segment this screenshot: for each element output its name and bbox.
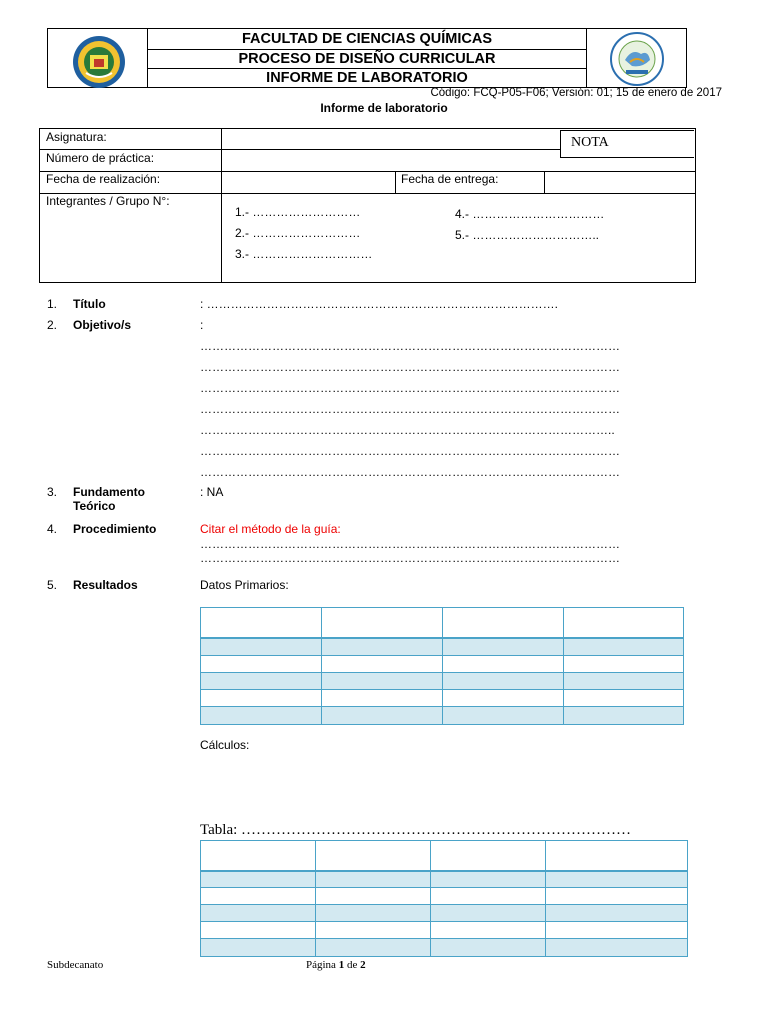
primary-data-table-cell	[442, 638, 564, 656]
results-table-cell	[200, 887, 316, 905]
primary-data-table-cell	[563, 672, 684, 690]
results-table-cell	[200, 904, 316, 922]
document-code: Código: FCQ-P05-F06; Versión: 01; 15 de enero de 2017	[430, 87, 722, 99]
results-table-cell	[430, 938, 546, 957]
member-2: 2.- ………………………	[235, 226, 361, 240]
results-table-cell	[430, 921, 546, 939]
objective-line-7: ……………………………………………………………………………………………	[200, 465, 620, 479]
primary-data-table-cell	[200, 607, 322, 639]
primary-data-table-cell	[442, 689, 564, 707]
document-subtitle: Informe de laboratorio	[320, 101, 448, 115]
objective-value: :	[200, 318, 204, 332]
section-2-label: Objetivo/s	[73, 318, 132, 332]
footer-department: Subdecanato	[47, 959, 104, 971]
member-3: 3.- …………………………	[235, 247, 373, 261]
info-table	[39, 128, 696, 283]
primary-data-table-cell	[200, 672, 322, 690]
results-table-cell	[545, 904, 688, 922]
results-table-cell	[545, 921, 688, 939]
page-mid: de	[344, 959, 361, 971]
primary-data-table-cell	[321, 655, 443, 673]
results-table-cell	[545, 871, 688, 888]
objective-line-2: ……………………………………………………………………………………………	[200, 360, 620, 374]
procedure-line-1: ……………………………………………………………………………………………	[200, 537, 620, 551]
results-table-cell	[200, 921, 316, 939]
faculty-title: FACULTAD DE CIENCIAS QUÍMICAS	[242, 31, 492, 47]
results-table-cell	[315, 904, 431, 922]
results-table-cell	[430, 904, 546, 922]
results-table-cell	[200, 938, 316, 957]
grade-label: NOTA	[571, 135, 609, 150]
objective-line-4: ……………………………………………………………………………………………	[200, 402, 620, 416]
header-box	[47, 28, 687, 88]
page-number: 1	[338, 959, 345, 971]
primary-data-table	[200, 607, 684, 726]
page-indicator	[306, 959, 366, 971]
theory-value: : NA	[200, 485, 224, 499]
process-title: PROCESO DE DISEÑO CURRICULAR	[238, 51, 496, 67]
primary-data-table-cell	[200, 689, 322, 707]
members-label: Integrantes / Grupo N°:	[46, 194, 170, 208]
primary-data-table-cell	[563, 638, 684, 656]
date-performed-label: Fecha de realización:	[46, 172, 161, 186]
practice-number-label: Número de práctica:	[46, 151, 155, 165]
member-5: 5.- …………………………..	[455, 228, 600, 242]
primary-data-table-cell	[200, 638, 322, 656]
results-table-cell	[430, 887, 546, 905]
results-table-cell	[430, 840, 546, 872]
primary-data-table-cell	[321, 607, 443, 639]
results-table-cell	[315, 921, 431, 939]
table-caption: Tabla: ……………………………………………………………………	[200, 822, 632, 838]
member-1: 1.- ………………………	[235, 205, 361, 219]
primary-data-table-cell	[321, 689, 443, 707]
primary-data-table-cell	[442, 655, 564, 673]
page-total: 2	[360, 959, 366, 971]
results-table-cell	[200, 871, 316, 888]
section-5-number: 5.	[47, 578, 58, 592]
calculations-label: Cálculos:	[200, 738, 250, 752]
section-3-label-a: Fundamento	[73, 485, 145, 499]
procedure-instruction: Citar el método de la guía:	[200, 522, 341, 536]
page-prefix: Página	[306, 959, 339, 971]
primary-data-table-cell	[563, 706, 684, 725]
section-5-label: Resultados	[73, 578, 138, 592]
report-title: INFORME DE LABORATORIO	[266, 70, 468, 86]
primary-data-table-cell	[200, 655, 322, 673]
title-value: : …………………………………………………………………………….	[200, 297, 559, 311]
results-table-cell	[315, 840, 431, 872]
section-2-number: 2.	[47, 318, 58, 332]
primary-data-table-cell	[321, 638, 443, 656]
primary-data-table-cell	[200, 706, 322, 725]
objective-line-6: ……………………………………………………………………………………………	[200, 444, 620, 458]
results-table-cell	[545, 887, 688, 905]
results-table-cell	[315, 887, 431, 905]
section-1-label: Título	[73, 297, 106, 311]
results-table-cell	[545, 840, 688, 872]
primary-data-table-cell	[563, 655, 684, 673]
results-table-cell	[545, 938, 688, 957]
results-table-cell	[430, 871, 546, 888]
objective-line-1: ……………………………………………………………………………………………	[200, 339, 620, 353]
results-table-cell	[315, 871, 431, 888]
delivery-date-label: Fecha de entrega:	[401, 172, 499, 186]
objective-line-5: …………………………………………………………………………………………..	[200, 423, 615, 437]
primary-data-table-cell	[442, 607, 564, 639]
primary-data-table-cell	[321, 706, 443, 725]
results-table	[200, 840, 688, 957]
primary-data-table-cell	[442, 706, 564, 725]
primary-data-table-cell	[563, 689, 684, 707]
section-4-number: 4.	[47, 522, 58, 536]
university-seal-left-icon	[70, 35, 128, 93]
primary-data-table-cell	[321, 672, 443, 690]
subject-label: Asignatura:	[46, 130, 107, 144]
results-table-cell	[315, 938, 431, 957]
section-3-label-b: Teórico	[73, 499, 116, 513]
member-4: 4.- ……………………………	[455, 207, 605, 221]
section-4-label: Procedimiento	[73, 522, 157, 536]
primary-data-table-cell	[442, 672, 564, 690]
primary-data-label: Datos Primarios:	[200, 578, 289, 592]
university-seal-right-icon	[608, 32, 666, 86]
procedure-line-2: ……………………………………………………………………………………………	[200, 551, 620, 565]
objective-line-3: ……………………………………………………………………………………………	[200, 381, 620, 395]
section-3-number: 3.	[47, 485, 58, 499]
primary-data-table-cell	[563, 607, 684, 639]
section-1-number: 1.	[47, 297, 58, 311]
results-table-cell	[200, 840, 316, 872]
